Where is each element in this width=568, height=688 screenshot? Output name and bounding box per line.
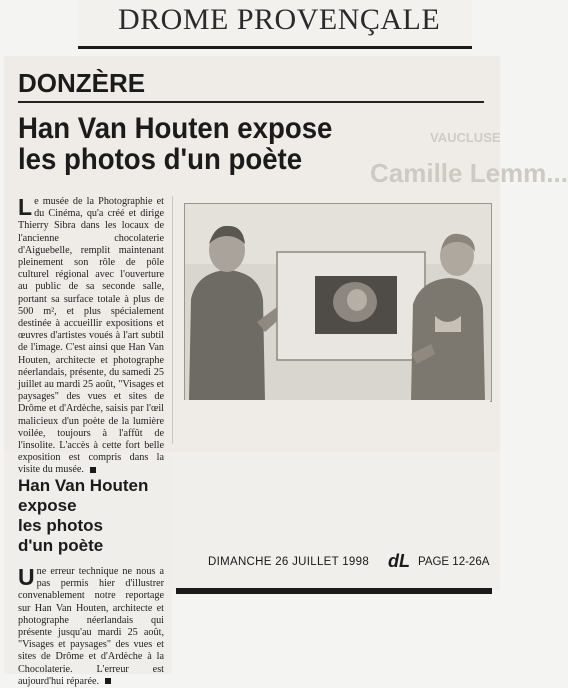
headline-line-1: Han Van Houten expose [18, 112, 333, 145]
dateline-date: DIMANCHE 26 JUILLET 1998 [208, 556, 370, 568]
correction-headline-line-3: les photos [18, 516, 104, 535]
caption-area [184, 400, 490, 444]
correction-headline-line-1: Han Van Houten [18, 476, 149, 495]
article-dropcap: L [18, 194, 33, 220]
article-body [18, 194, 164, 476]
dateline-page: PAGE 12-26A [418, 556, 490, 568]
article-headline [18, 113, 368, 175]
article-photo [184, 203, 492, 402]
masthead-title: DROME PROVENÇALE [118, 3, 441, 36]
dateline-bar [176, 551, 492, 594]
correction-headline-line-2: expose [18, 496, 77, 515]
correction-dropcap: U [18, 564, 35, 590]
photo-illustration [185, 204, 491, 401]
end-mark [105, 678, 111, 684]
section-kicker: DONZÈRE [18, 68, 146, 98]
correction-headline [18, 476, 168, 556]
newspaper-logo: dL [388, 551, 410, 571]
masthead-clipping [78, 0, 472, 49]
correction-body-text: ne erreur technique ne nous a pas permis hier d'illustrer convenablement notre reportage sur Han Van Houten, architecte et photographe néerlandais qui présente jusqu'au mardi 25 août, "Visages et paysages" des vues et sites de Drôme et d'Ardèche à la Chocolaterie. L'erreur est aujourd'hui réparée. [18, 566, 164, 687]
article-body-text: e musée de la Photographie et du Cinéma, qu'a créé et dirige Thierry Sibra dans les locaux de l'ancienne chocolaterie d'Aiguebelle, remplit maintenant pleinement son rôle de pôle culturel régional avec l'ouverture au public de sa seconde salle, portant sa surface totale à plus de 500 m², et plus spécialement destinée à accueillir expositions et œuvres d'artistes voués à l'art subtil de l'image. C'est ainsi que Han Van Houten, architecte et photographe néerlandais, présente, du samedi 25 juillet au mardi 25 août, "Visages et paysages" des vues et sites de Drôme et d'Ardèche, saisis par l'œil malicieux d'un poète de la lumière voilée, toujours à l'affût de l'insolite. L'accès à cette fort belle exposition est compris dans la visite du musée. [18, 196, 164, 476]
background-kicker: VAUCLUSE [430, 130, 501, 145]
column-rule [172, 196, 173, 444]
background-headline: Camille Lemm... [370, 158, 568, 188]
end-mark [90, 467, 96, 473]
correction-body [18, 564, 164, 687]
headline-line-2: les photos d'un poète [18, 143, 303, 176]
correction-headline-line-4: d'un poète [18, 536, 104, 555]
kicker-rule [18, 101, 484, 103]
